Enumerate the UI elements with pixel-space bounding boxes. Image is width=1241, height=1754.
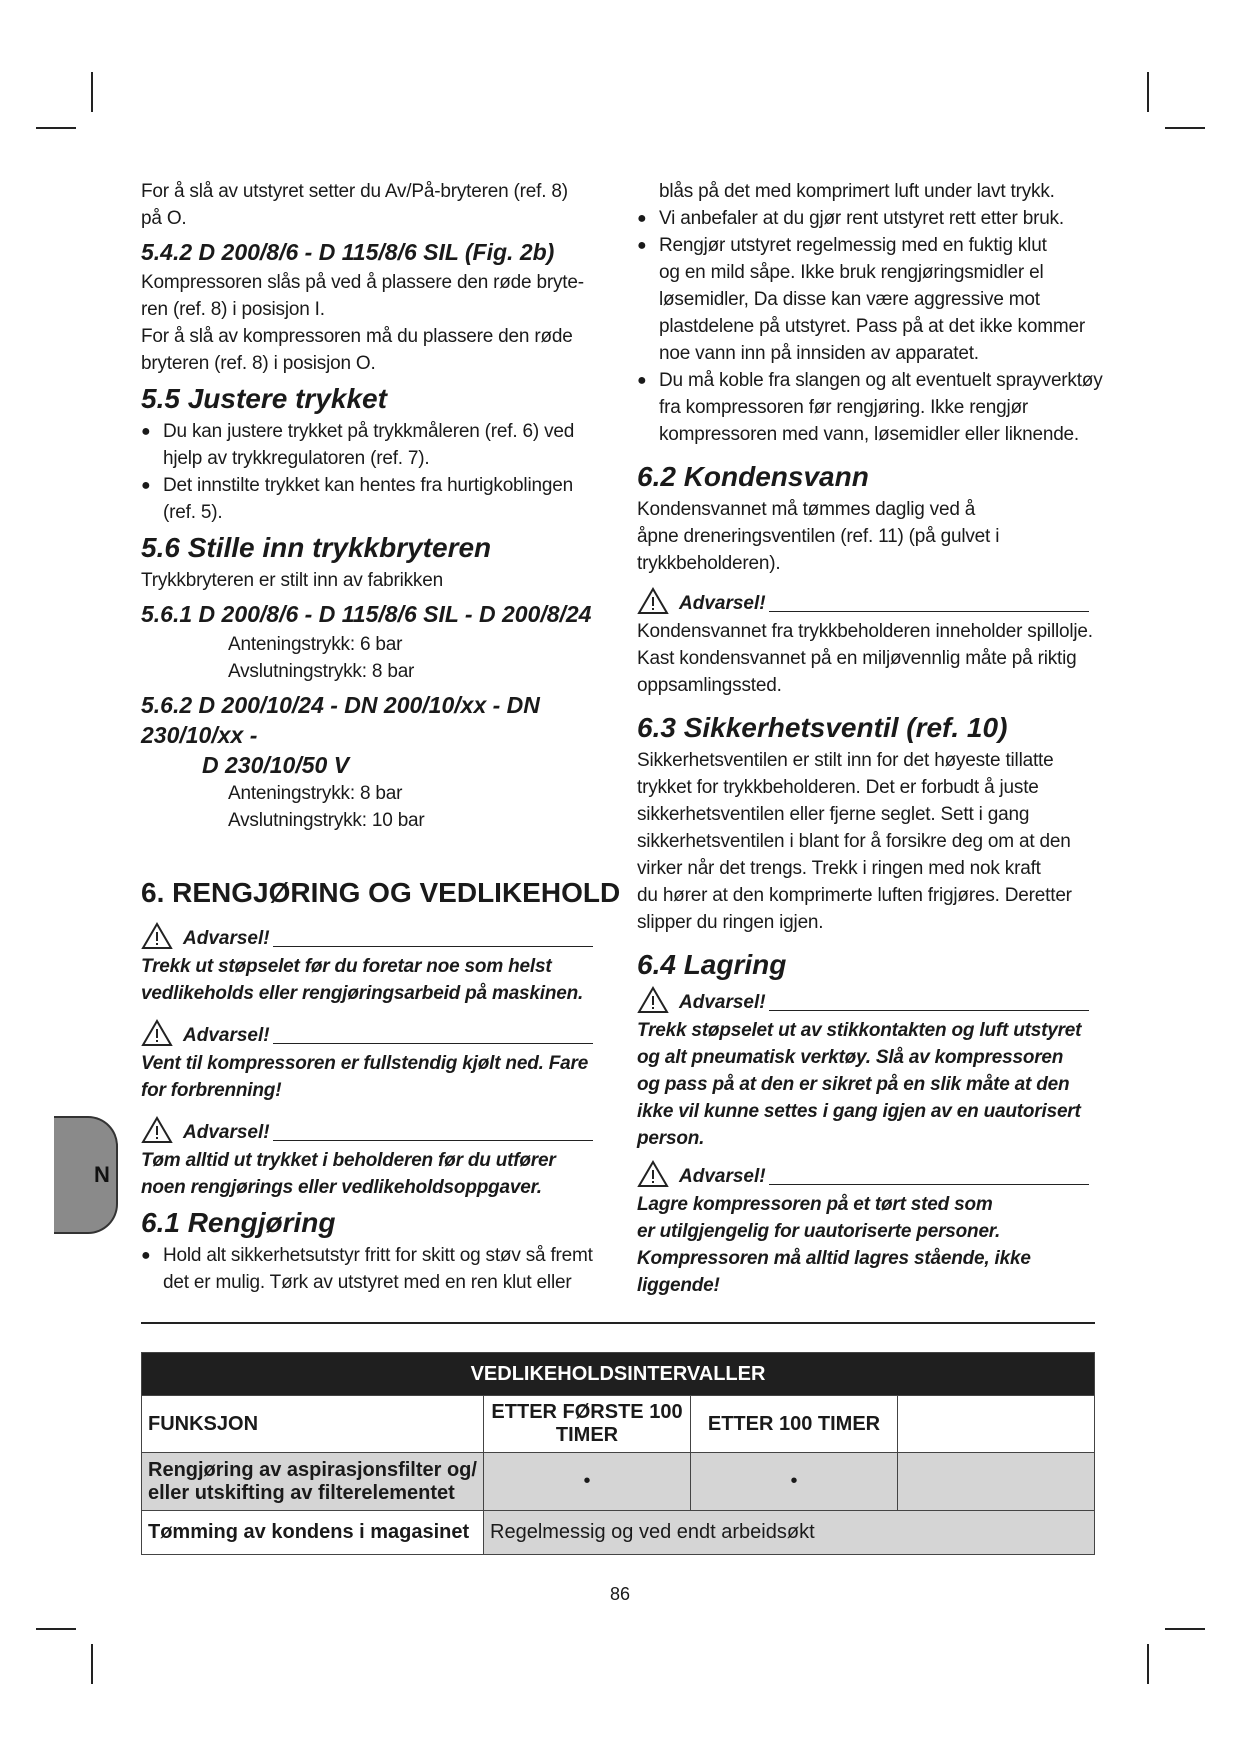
text-line: trykket for trykkbeholderen. Det er forbudt å juste (637, 777, 1039, 798)
table-header-row (142, 1396, 1095, 1453)
text-line: Det innstilte trykket kan hentes fra hurtigkoblingen (163, 475, 573, 496)
table-header-cell: ETTER FØRSTE 100 TIMER (484, 1396, 691, 1453)
table-cell: Tømming av kondens i magasinet (142, 1511, 484, 1555)
list-item (141, 472, 621, 526)
text-line: Du må koble fra slangen og alt eventuelt sprayverktøy (659, 370, 1103, 391)
text-line: du hører at den komprimerte luften frigjøres. Deretter (637, 885, 1072, 906)
warning-text: vedlikeholds eller rengjøringsarbeid på maskinen. (141, 983, 584, 1004)
warning-label: Advarsel! (183, 928, 270, 949)
list-item (141, 418, 621, 472)
text-line: sikkerhetsventilen i blant for å forsikre deg om at den (637, 831, 1071, 852)
warning-text: er utilgjengelig for uautoriserte personer. (637, 1221, 1001, 1242)
text-line: ren (ref. 8) i posisjon I. (141, 299, 325, 320)
text-line: noe vann inn på innsiden av apparatet. (659, 343, 979, 364)
warning-icon (637, 1160, 669, 1188)
text-line: Avslutningstrykk: 10 bar (228, 810, 425, 831)
warning-text: Trekk ut støpselet før du foretar noe som helst (141, 956, 552, 977)
table-cell: • (484, 1453, 691, 1511)
heading-6-2: 6.2 Kondensvann (637, 461, 869, 492)
warning-text: Vent til kompressoren er fullstendig kjølt ned. Fare (141, 1053, 589, 1074)
list-item (637, 367, 1107, 448)
text-line: oppsamlingssted. (637, 675, 782, 696)
bullet-icon: ● (141, 1247, 151, 1264)
warning-text: liggende! (637, 1275, 720, 1296)
text-line: Anteningstrykk: 8 bar (228, 783, 403, 804)
warning-icon (637, 986, 669, 1014)
table-cell: • (691, 1453, 898, 1511)
warning-label: Advarsel! (183, 1122, 270, 1143)
warning-rule (273, 1043, 593, 1044)
heading-5-6-1: 5.6.1 D 200/8/6 - D 115/8/6 SIL - D 200/8/24 (141, 601, 592, 627)
heading-5-6-2 (141, 690, 621, 780)
text-line: Du kan justere trykket på trykkmåleren (ref. 6) ved (163, 421, 575, 442)
language-tab-label: N (94, 1162, 110, 1187)
bullet-icon: ● (141, 477, 151, 494)
maintenance-table (141, 1352, 1095, 1555)
text-line: For å slå av kompressoren må du plassere den røde (141, 326, 573, 347)
language-tab (54, 1116, 118, 1234)
warning-text: person. (637, 1128, 705, 1149)
text-line: løsemidler, Da disse kan være aggressive mot (659, 289, 1040, 310)
bullet-icon: ● (637, 237, 647, 254)
warning-text: Trekk støpselet ut av stikkontakten og luft utstyret (637, 1020, 1082, 1041)
warning-text: Kompressoren må alltid lagres stående, ikke (637, 1248, 1031, 1269)
table-row (142, 1511, 1095, 1555)
text-line: virker når det trengs. Trekk i ringen med nok kraft (637, 858, 1041, 879)
warning-text: noen rengjørings eller vedlikeholdsoppgaver. (141, 1177, 542, 1198)
left-column (141, 178, 621, 1296)
warning-text: og alt pneumatisk verktøy. Slå av kompressoren (637, 1047, 1064, 1068)
table-header-cell: FUNKSJON (142, 1396, 484, 1453)
warning-rule (769, 1184, 1089, 1185)
crop-mark (1165, 127, 1205, 129)
text-line: Avslutningstrykk: 8 bar (228, 661, 415, 682)
warning-icon (141, 1019, 173, 1047)
text-line: hjelp av trykkregulatoren (ref. 7). (163, 448, 430, 469)
text-line: og en mild såpe. Ikke bruk rengjøringsmidler el (659, 262, 1044, 283)
crop-mark (36, 1628, 76, 1630)
warning-rule (273, 946, 593, 947)
crop-mark (36, 127, 76, 129)
table-header-cell (898, 1396, 1095, 1453)
warning-icon (637, 587, 669, 615)
text-line: For å slå av utstyret setter du Av/På-bryteren (ref. 8) (141, 181, 568, 202)
warning-rule (769, 611, 1089, 612)
bullet-icon: ● (637, 210, 647, 227)
table-cell: Regelmessig og ved endt arbeidsøkt (484, 1511, 1095, 1555)
text-line: Kondensvannet fra trykkbeholderen inneholder spillolje. (637, 621, 1093, 642)
text-line: blås på det med komprimert luft under lavt trykk. (659, 181, 1055, 202)
warning-text: for forbrenning! (141, 1080, 282, 1101)
text-line: Kast kondensvannet på en miljøvennlig måte på riktig (637, 648, 1077, 669)
warning-text: og pass på at den er sikret på en slik måte at den (637, 1074, 1070, 1095)
text-line: det er mulig. Tørk av utstyret med en ren klut eller (163, 1272, 572, 1293)
text-line: slipper du ringen igjen. (637, 912, 824, 933)
warning-rule (769, 1010, 1089, 1011)
warning-heading (637, 1160, 1107, 1188)
text-line: (ref. 5). (163, 502, 223, 523)
list-item (141, 1242, 621, 1296)
heading-6: 6. RENGJØRING OG VEDLIKEHOLD (141, 877, 621, 908)
text-line: Rengjør utstyret regelmessig med en fuktig klut (659, 235, 1047, 256)
warning-text: Lagre kompressoren på et tørt sted som (637, 1194, 993, 1215)
warning-label: Advarsel! (679, 1166, 766, 1187)
text-line: plastdelene på utstyret. Pass på at det ikke kommer (659, 316, 1085, 337)
warning-heading (141, 1116, 621, 1144)
heading-5-5: 5.5 Justere trykket (141, 383, 387, 414)
heading-line: 5.6.2 D 200/10/24 - DN 200/10/xx - DN 230/10/xx - (141, 692, 540, 748)
warning-heading (637, 986, 1107, 1014)
page-number: 86 (609, 1584, 631, 1604)
crop-mark (1147, 1644, 1149, 1684)
crop-mark (1165, 1628, 1205, 1630)
table-title: VEDLIKEHOLDSINTERVALLER (142, 1353, 1095, 1396)
text-line: kompressoren med vann, løsemidler eller liknende. (659, 424, 1080, 445)
text-line: trykkbeholderen). (637, 553, 781, 574)
warning-heading (637, 587, 1107, 615)
warning-rule (273, 1140, 593, 1141)
list-item (637, 232, 1107, 367)
text-line: Anteningstrykk: 6 bar (228, 634, 403, 655)
heading-6-3: 6.3 Sikkerhetsventil (ref. 10) (637, 712, 1008, 743)
warning-icon (141, 922, 173, 950)
table-cell (898, 1453, 1095, 1511)
heading-6-1: 6.1 Rengjøring (141, 1207, 336, 1238)
heading-6-4: 6.4 Lagring (637, 949, 787, 980)
text-line: Vi anbefaler at du gjør rent utstyret rett etter bruk. (659, 208, 1064, 229)
text-line: sikkerhetsventilen eller fjerne seglet. Sett i gang (637, 804, 1030, 825)
warning-label: Advarsel! (679, 992, 766, 1013)
warning-label: Advarsel! (679, 593, 766, 614)
warning-heading (141, 1019, 621, 1047)
crop-mark (91, 72, 93, 112)
text-line: fra kompressoren før rengjøring. Ikke rengjør (659, 397, 1029, 418)
table-header-cell: ETTER 100 TIMER (691, 1396, 898, 1453)
heading-5-4-2: 5.4.2 D 200/8/6 - D 115/8/6 SIL (Fig. 2b) (141, 239, 555, 265)
table-cell: Rengjøring av aspirasjonsfilter og/ eller utskifting av filterelementet (142, 1453, 484, 1511)
text-line: åpne dreneringsventilen (ref. 11) (på gulvet i (637, 526, 1000, 547)
warning-text: ikke vil kunne settes i gang igjen av en uautorisert (637, 1101, 1081, 1122)
crop-mark (1147, 72, 1149, 112)
text-line: Kompressoren slås på ved å plassere den røde bryte- (141, 272, 584, 293)
text-line: Trykkbryteren er stilt inn av fabrikken (141, 570, 443, 591)
crop-mark (91, 1644, 93, 1684)
text-line: Hold alt sikkerhetsutstyr fritt for skitt og støv så fremt (163, 1245, 593, 1266)
warning-icon (141, 1116, 173, 1144)
text-line: på O. (141, 208, 187, 229)
heading-line: D 230/10/50 V (202, 752, 350, 778)
list-item (637, 205, 1107, 232)
warning-heading (141, 922, 621, 950)
bullet-icon: ● (637, 372, 647, 389)
text-line: bryteren (ref. 8) i posisjon O. (141, 353, 376, 374)
warning-label: Advarsel! (183, 1025, 270, 1046)
text-line: Kondensvannet må tømmes daglig ved å (637, 499, 976, 520)
right-column (637, 178, 1107, 1299)
table-row (142, 1453, 1095, 1511)
text-line: Sikkerhetsventilen er stilt inn for det høyeste tillatte (637, 750, 1054, 771)
bullet-icon: ● (141, 423, 151, 440)
horizontal-rule (141, 1322, 1095, 1324)
warning-text: Tøm alltid ut trykket i beholderen før du utfører (141, 1150, 556, 1171)
heading-5-6: 5.6 Stille inn trykkbryteren (141, 532, 492, 563)
